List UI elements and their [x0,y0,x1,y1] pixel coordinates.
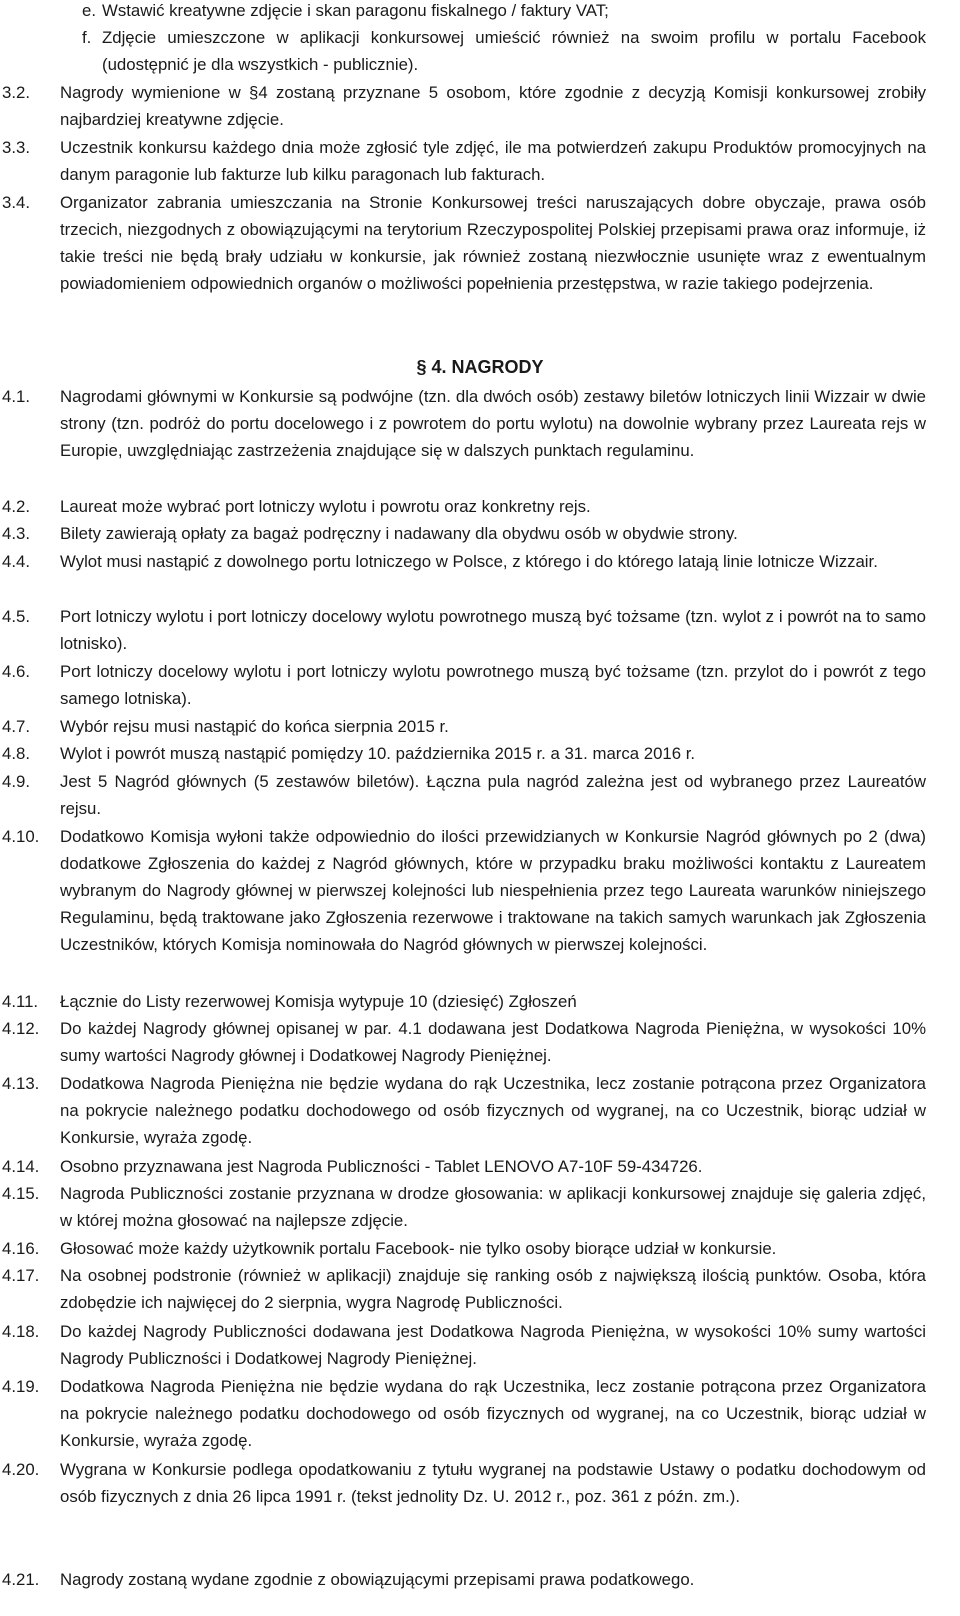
clause-text: Na osobnej podstronie (również w aplikacji) znajduje się ranking osób z największą ilością punktów. Osoba, która zdobędzie ich najwięcej do 2 sierpnia, wygra Nagrodę Publiczności. [60,1266,926,1312]
clause-number: 4.4. [2,552,30,571]
clause-text: Port lotniczy wylotu i port lotniczy docelowy wylotu powrotnego muszą być tożsame (tzn. wylot z i powrót na to samo lotnisko). [60,607,926,653]
clause-number: 3.3. [2,138,30,157]
clause-text: Dodatkowa Nagroda Pieniężna nie będzie wydana do rąk Uczestnika, lecz zostanie potrącona przez Organizatora na pokrycie należnego podatku dochodowego od osób fizycznych od wygranej, na co Uczestnik, biorąc udział w Konkursie, wyraża zgodę. [60,1377,926,1450]
clause-number: 4.8. [2,744,30,763]
clause-number: 4.10. [2,827,40,846]
item-text: Zdjęcie umieszczone w aplikacji konkursowej umieścić również na swoim profilu w portalu Facebook (udostępnić je dla wszystkich - publicznie). [102,28,926,74]
clause-number: 4.6. [2,662,30,681]
clause-text: Nagroda Publiczności zostanie przyznana w drodze głosowania: w aplikacji konkursowej znajduje się galeria zdjęć, w której można głosować na najlepsze zdjęcie. [60,1184,926,1230]
item-text: Wstawić kreatywne zdjęcie i skan paragonu fiskalnego / faktury VAT; [102,1,609,20]
clause-text: Uczestnik konkursu każdego dnia może zgłosić tyle zdjęć, ile ma potwierdzeń zakupu Produktów promocyjnych na danym paragonie lub fakturze lub kilku paragonach lub fakturach. [60,138,926,184]
clause-text: Wylot i powrót muszą nastąpić pomiędzy 10. października 2015 r. a 31. marca 2016 r. [60,744,696,763]
clause-text: Laureat może wybrać port lotniczy wylotu i powrotu oraz konkretny rejs. [60,497,591,516]
clause-number: 4.7. [2,717,30,736]
clause-text: Dodatkowa Nagroda Pieniężna nie będzie wydana do rąk Uczestnika, lecz zostanie potrącona przez Organizatora na pokrycie należnego podatku dochodowego od osób fizycznych od wygranej, na co Uczestnik, biorąc udział w Konkursie, wyraża zgodę. [60,1074,926,1147]
clause-number: 3.4. [2,193,30,212]
clause-text: Do każdej Nagrody Publiczności dodawana jest Dodatkowa Nagroda Pieniężna, w wysokości 10% sumy wartości Nagrody Publiczności i Dodatkowej Nagrody Pieniężnej. [60,1322,926,1368]
clause-number: 4.3. [2,524,30,543]
clause-text: Jest 5 Nagród głównych (5 zestawów biletów). Łączna pula nagród zależna jest od wybranego przez Laureatów rejsu. [60,772,926,818]
clause-text: Dodatkowo Komisja wyłoni także odpowiednio do ilości przewidzianych w Konkursie Nagród głównych po 2 (dwa) dodatkowe Zgłoszenia do każdej z Nagród głównych, które w przypadku braku możliwości kontaktu z Laureatem wybranym do Nagrody głównej w pierwszej kolejności lub niespełnienia przez tego Laureata warunków niniejszego Regulaminu, będą traktowane jako Zgłoszenia rezerwowe i traktowane na takich samych warunkach jak Zgłoszenia Uczestników, których Komisja nominowała do Nagród głównych w pierwszej kolejności. [60,827,926,954]
clause-number: 4.1. [2,387,30,406]
clause-number: 4.19. [2,1377,40,1396]
clause-number: 4.15. [2,1184,40,1203]
clause-number: 4.16. [2,1239,40,1258]
clause-number: 4.11. [2,992,39,1011]
clause-number: 4.17. [2,1266,40,1285]
clause-number: 4.21. [2,1570,40,1589]
clause-number: 4.14. [2,1157,40,1176]
clause-text: Głosować może każdy użytkownik portalu Facebook- nie tylko osoby biorące udział w konkursie. [60,1239,777,1258]
clause-number: 4.13. [2,1074,40,1093]
clause-number: 4.20. [2,1460,40,1479]
clause-number: 4.12. [2,1019,40,1038]
clause-text: Wybór rejsu musi nastąpić do końca sierpnia 2015 r. [60,717,449,736]
clause-number: 3.2. [2,83,30,102]
clause-number: 4.5. [2,607,30,626]
item-number: f. [82,28,92,47]
clause-number: 4.9. [2,772,30,791]
clause-number: 4.18. [2,1322,40,1341]
clause-text: Wylot musi nastąpić z dowolnego portu lotniczego w Polsce, z którego i do którego latają linie lotnicze Wizzair. [60,552,878,571]
clause-text: Bilety zawierają opłaty za bagaż podręczny i nadawany dla obydwu osób w obydwie strony. [60,524,738,543]
clause-text: Łącznie do Listy rezerwowej Komisja wytypuje 10 (dziesięć) Zgłoszeń [60,992,577,1011]
item-number: e. [82,1,96,20]
clause-text: Wygrana w Konkursie podlega opodatkowaniu z tytułu wygranej na podstawie Ustawy o podatku dochodowym od osób fizycznych z dnia 26 lipca 1991 r. (tekst jednolity Dz. U. 2012 r., poz. 361 z późn. zm.). [60,1460,926,1506]
clause-text: Port lotniczy docelowy wylotu i port lotniczy wylotu powrotnego muszą być tożsame (tzn. przylot do i powrót z tego samego lotniska). [60,662,926,708]
clause-text: Do każdej Nagrody głównej opisanej w par. 4.1 dodawana jest Dodatkowa Nagroda Pieniężna, w wysokości 10% sumy wartości Nagrody głównej i Dodatkowej Nagrody Pieniężnej. [60,1019,926,1065]
clause-text: Osobno przyznawana jest Nagroda Publiczności - Tablet LENOVO A7-10F 59-434726. [60,1157,703,1176]
clause-text: Nagrody wymienione w §4 zostaną przyznane 5 osobom, które zgodnie z decyzją Komisji konkursowej zrobiły najbardziej kreatywne zdjęcie. [60,83,926,129]
clause-text: Nagrody zostaną wydane zgodnie z obowiązującymi przepisami prawa podatkowego. [60,1570,695,1589]
clause-text: Organizator zabrania umieszczania na Stronie Konkursowej treści naruszających dobre obyczaje, prawa osób trzecich, niezgodnych z obowiązującymi na terytorium Rzeczypospolitej Polskiej przepisami prawa oraz informuje, iż takie treści nie będą brały udziału w konkursie, jak również zostaną niezwłocznie usunięte wraz z ewentualnym powiadomieniem odpowiednich organów o możliwości popełnienia przestępstwa, w razie takiego podejrzenia. [60,193,926,293]
clause-text: Nagrodami głównymi w Konkursie są podwójne (tzn. dla dwóch osób) zestawy biletów lotniczych linii Wizzair w dwie strony (tzn. podróż do portu docelowego i z powrotem do portu wylotu) na dowolnie wybrany przez Laureata rejs w Europie, uwzględniając zastrzeżenia znajdujące się w dalszych punktach regulaminu. [60,387,926,460]
section-heading: § 4. NAGRODY [416,357,544,377]
clause-number: 4.2. [2,497,30,516]
